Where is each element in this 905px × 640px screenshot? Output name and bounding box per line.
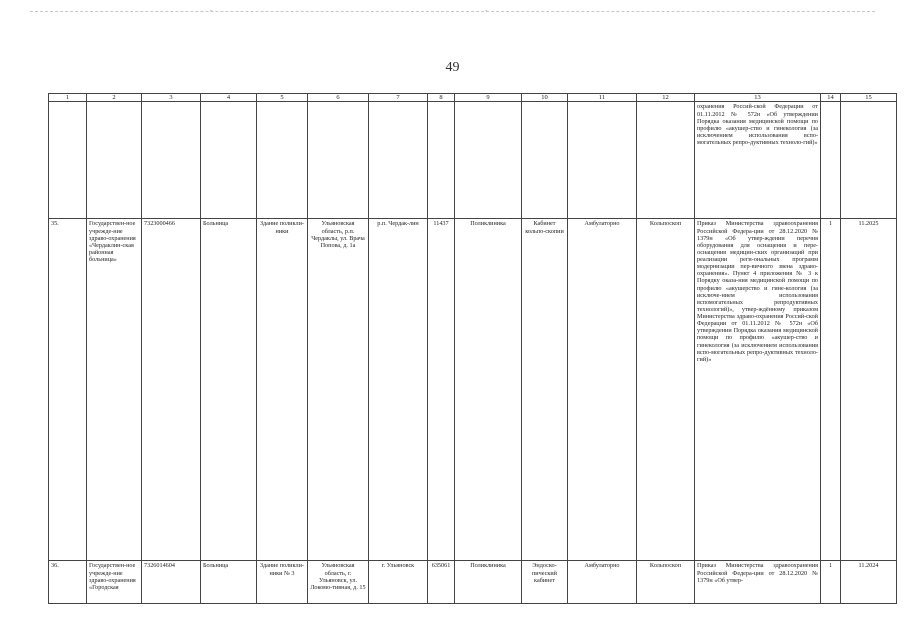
column-number-row [49,94,897,102]
col-number: 12 [637,94,695,102]
deadline: 11.2024 [858,562,879,570]
unit: Поликлиника [470,562,506,570]
table-row [49,561,897,604]
locality [371,103,425,217]
table-row [49,219,897,561]
row-number: 36. [51,562,59,570]
col-number: 14 [821,94,841,102]
col-number: 8 [428,94,455,102]
equipment-registry-table [48,93,897,604]
institution-type [203,103,254,217]
col-number: 7 [369,94,428,102]
inn: 7326014604 [144,562,175,570]
care-form [570,103,634,217]
col-number: 11 [568,94,637,102]
locality: р.п. Чердак-лин [377,220,419,228]
row-number [51,103,84,217]
inn [144,103,198,217]
col-number: 4 [201,94,257,102]
institution-name: Государствен-ное учрежде-ние здраво-охранения «Чердаклин-ская районная больница» [89,220,136,264]
legal-basis: Приказ Министерства здравоохранения Российской Федера-ции от 28.12.2020 № 1379н «Об утвер- [697,562,818,584]
room: Кабинет кольпо-скопии [525,220,564,235]
inn: 7323000466 [144,220,175,228]
address: Ульяновская область, г. Ульяновск, ул. Локомо-тивная, д. 15 [310,562,366,591]
address [310,103,366,217]
building [259,103,305,217]
room [524,103,565,217]
col-number: 5 [257,94,308,102]
deadline: 11.2025 [858,220,879,228]
unit [457,103,519,217]
building: Здание поликли-ники [260,220,304,235]
population [430,103,452,217]
locality: г. Ульяновск [381,562,415,570]
room: Эндоско-пический кабинет [531,562,557,584]
unit: Поликлиника [470,220,506,228]
population: 635061 [431,562,451,570]
quantity [823,103,838,217]
col-number: 2 [87,94,142,102]
col-number: 15 [841,94,897,102]
col-number: 9 [455,94,522,102]
quantity: 1 [828,220,833,228]
deadline [843,103,894,217]
care-form: Амбулаторно [584,220,620,228]
row-number: 35. [51,220,59,228]
col-number: 3 [142,94,201,102]
legal-basis: Приказ Министерства здравоохранения Российской Федера-ции от 28.12.2020 № 1379н «Об утвер-ждении перечня оборудования для оснащения и пере-оснащения медицин-ских организаций при реализации реги-ональных программ модернизации пер-вичного звена здраво-охранения». Пункт 4 приложения № 3 к Порядку оказа-ния медицинской помощи по профилю «акушерство и гине-кология (за исключе-нием использования вспомогательных репродуктивных технологий)», утвер-ждённому приказом Министерства здраво-охранения Россий-ской Федерации от 01.11.2012 № 572н «Об утверждении Порядка оказания медицинской помощи по профилю «акушер-ство и гинекология (за исключением использования вспо-могательных репро-дуктивных техноло-гий)» [697,220,818,363]
equipment [639,103,692,217]
institution-type: Больница [203,220,229,228]
institution-name [89,103,139,217]
building: Здание поликли-ники № 3 [260,562,304,577]
institution-name: Государствен-ное учрежде-ние здраво-охранения «Городская [89,562,136,591]
equipment: Кольпоскоп [649,562,682,570]
institution-type: Больница [203,562,229,570]
table-row [49,102,897,219]
care-form: Амбулаторно [584,562,620,570]
address: Ульяновская область, р.п. Чердаклы, ул. Врача Попова, д. 1а [311,220,365,249]
col-number: 10 [522,94,568,102]
quantity: 1 [828,562,833,570]
col-number: 6 [308,94,369,102]
equipment: Кольпоскоп [649,220,682,228]
legal-basis: охранения Россий-ской Федерации от 01.11.2012 № 572н «Об утверждении Порядка оказания медицинской помощи по профилю «акушер-ство и гинекология (за исключением использования вспо-могательных репро-дуктивных техноло-гий)» [697,103,818,147]
col-number: 13 [695,94,821,102]
scan-top-border [30,11,875,12]
col-number: 1 [49,94,87,102]
scan-mark: - [210,6,213,14]
scan-mark: - [485,6,488,14]
page-number: 49 [445,60,460,75]
population: 11437 [433,220,449,228]
